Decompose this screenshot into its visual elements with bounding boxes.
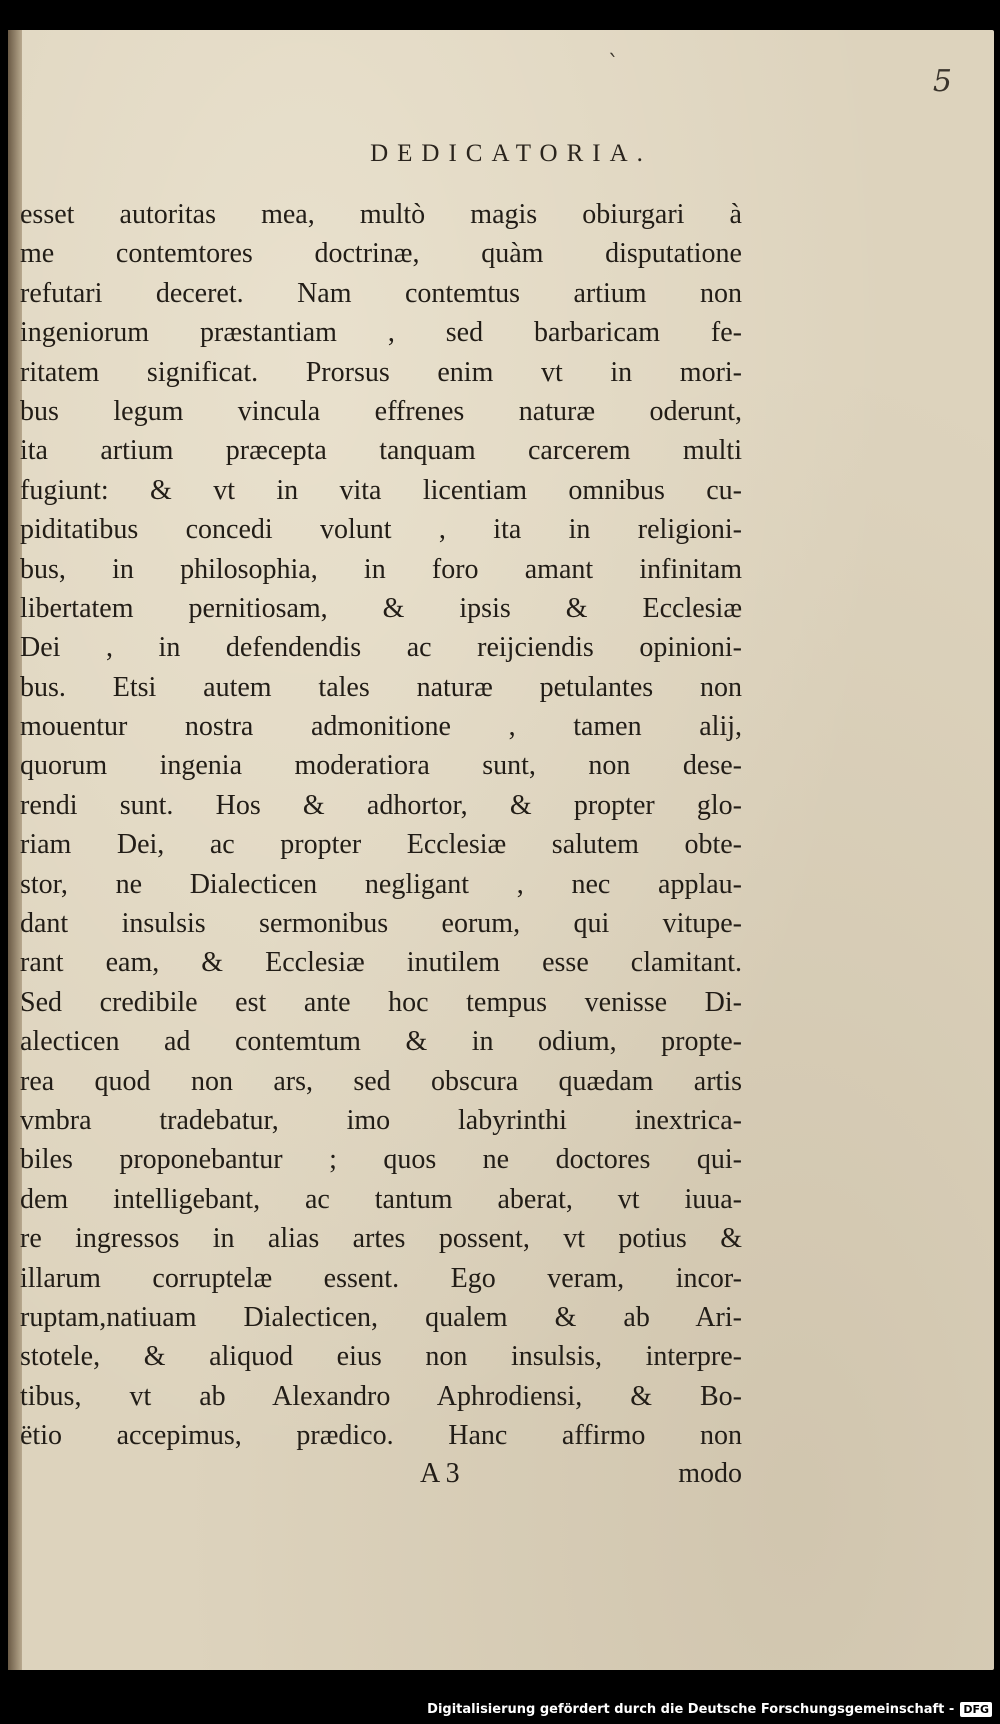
digitization-credit-bar — [419, 1694, 1000, 1724]
running-head: DEDICATORIA. — [370, 140, 652, 167]
text-line: dant insulsis sermonibus eorum, qui vitupe- — [20, 908, 742, 940]
text-line: ita artium præcepta tanquam carcerem multi — [20, 435, 742, 467]
signature-mark: A 3 — [420, 1458, 460, 1489]
text-line: rea quod non ars, sed obscura quædam artis — [20, 1065, 742, 1097]
digitization-credit: Digitalisierung gefördert durch die Deutsche Forschungsgemeinschaft - — [427, 1701, 955, 1717]
text-line: Sed credibile est ante hoc tempus venisse Di- — [20, 986, 742, 1018]
text-line: ruptam,natiuam Dialecticen, qualem & ab Ari- — [20, 1301, 742, 1333]
text-line: stor, ne Dialecticen negligant , nec applau- — [20, 868, 742, 900]
text-line: ingeniorum præstantiam , sed barbaricam fe- — [20, 317, 742, 349]
text-line: esset autoritas mea, multò magis obiurgari à — [20, 199, 742, 230]
text-line: re ingressos in alias artes possent, vt potius & — [20, 1223, 742, 1255]
catchword: modo — [678, 1458, 742, 1489]
text-line: riam Dei, ac propter Ecclesiæ salutem obte- — [20, 829, 742, 861]
body-text — [20, 195, 742, 1456]
text-line: refutari deceret. Nam contemtus artium non — [20, 277, 742, 309]
text-line: rendi sunt. Hos & adhortor, & propter glo- — [20, 789, 742, 821]
text-line: piditatibus concedi volunt , ita in religioni- — [20, 514, 742, 546]
book-page — [8, 30, 994, 1670]
text-line: vmbra tradebatur, imo labyrinthi inextrica- — [20, 1104, 742, 1136]
text-line: mouentur nostra admonitione , tamen alij, — [20, 711, 742, 743]
text-line: illarum corruptelæ essent. Ego veram, incor- — [20, 1262, 742, 1294]
folio-number: 5 — [932, 64, 952, 99]
text-line: bus legum vincula effrenes naturæ oderunt, — [20, 395, 742, 427]
text-line: dem intelligebant, ac tantum aberat, vt iuua- — [20, 1183, 742, 1215]
text-line: libertatem pernitiosam, & ipsis & Ecclesiæ — [20, 592, 742, 624]
catch-line — [20, 1458, 742, 1498]
text-line: bus. Etsi autem tales naturæ petulantes non — [20, 671, 742, 703]
text-line: quorum ingenia moderatiora sunt, non dese- — [20, 750, 742, 782]
text-line: Dei , in defendendis ac reijciendis opinioni- — [20, 632, 742, 664]
dfg-logo: DFG — [960, 1702, 992, 1717]
text-line: alecticen ad contemtum & in odium, propte- — [20, 1026, 742, 1058]
text-line: stotele, & aliquod eius non insulsis, interpre- — [20, 1341, 742, 1373]
text-line: me contemtores doctrinæ, quàm disputatione — [20, 238, 742, 270]
text-line: fugiunt: & vt in vita licentiam omnibus cu- — [20, 474, 742, 506]
text-line: ëtio accepimus, prædico. Hanc affirmo non — [20, 1420, 742, 1452]
text-line: tibus, vt ab Alexandro Aphrodiensi, & Bo- — [20, 1380, 742, 1412]
text-line: biles proponebantur ; quos ne doctores qui- — [20, 1144, 742, 1176]
ink-mark: ˋ — [608, 52, 619, 77]
text-line: bus, in philosophia, in foro amant infinitam — [20, 553, 742, 585]
text-line: rant eam, & Ecclesiæ inutilem esse clamitant. — [20, 947, 742, 979]
text-line: ritatem significat. Prorsus enim vt in mori- — [20, 356, 742, 388]
